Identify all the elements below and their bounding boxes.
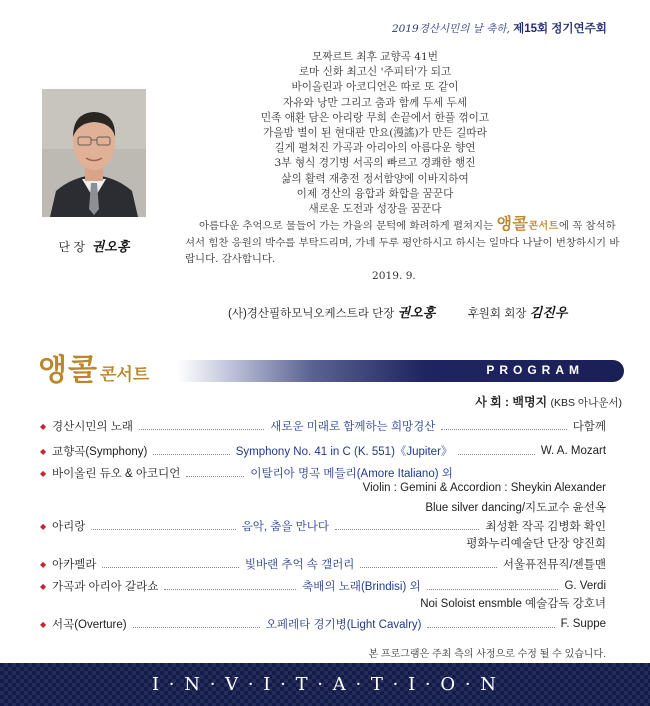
poem-line: 모짜르트 최후 교향곡 41번: [312, 51, 438, 63]
program-row: [40, 577, 606, 595]
org-title: (사)경산필하모닉오케스트라 단장: [228, 308, 395, 320]
performer-detail: Noi Soloist ensmble 예술감독 강호녀: [420, 598, 606, 610]
program-piece: 이탈리아 명곡 메들리(Amore Italiano) 외: [250, 468, 453, 480]
invitation-text: I · N · V · I · T · A · T · I · O · N: [151, 674, 499, 695]
program-label: PROGRAM: [486, 363, 584, 377]
diamond-bullet-icon: ◆: [40, 446, 47, 456]
poem-line: 3부 형식 경기병 서곡의 빠르고 경쾌한 행진: [274, 157, 476, 170]
org-signature: 권오홍: [397, 306, 436, 321]
letter-date: 2019. 9.: [372, 270, 416, 282]
poem-line: 새로운 도전과 성장을 꿈꾼다: [308, 203, 442, 216]
program-performer: 서울퓨전뮤직/젠틀맨: [502, 559, 607, 571]
caption-role: 단 장: [58, 240, 86, 254]
caption-signature: 권오홍: [91, 240, 130, 255]
poem-line: 바이올린과 아코디언은 따로 또 같이: [291, 81, 459, 94]
program-row: [40, 417, 606, 435]
diamond-bullet-icon: ◆: [40, 521, 47, 531]
poem-line: 자유와 낭만 그리고 춤과 함께 두세 두세: [283, 96, 467, 109]
program-performer: G. Verdi: [564, 580, 607, 592]
diamond-bullet-icon: ◆: [40, 559, 47, 569]
diamond-bullet-icon: ◆: [40, 468, 47, 478]
diamond-bullet-icon: ◆: [40, 619, 47, 629]
program-row: [40, 615, 606, 633]
performer-detail: 평화누리예술단 단장 양진희: [466, 538, 606, 550]
portrait-image: [42, 89, 146, 217]
program-title: 아카펠라: [52, 559, 97, 571]
program-piece: 빛바랜 추억 속 갤러리: [244, 559, 355, 571]
program-piece: Symphony No. 41 in C (K. 551)《Jupiter》: [235, 446, 453, 458]
brand-logo-inline: 앵콜콘서트: [496, 214, 559, 233]
program-performer: 다함께: [572, 421, 607, 433]
header-title: 제15회 정기연주회: [513, 23, 607, 35]
performer-detail: Violin : Gemini & Accordion : Sheykin Alexander: [362, 482, 606, 494]
letter-before: 아름다운 추억으로 물들어 가는 가을의 문턱에 화려하게 펼쳐지는: [199, 220, 494, 232]
program-piece: 오페레타 경기병(Light Cavalry): [265, 619, 422, 631]
support-signature: 김진우: [529, 306, 568, 321]
program-title: 아리랑: [52, 521, 86, 533]
program-row: [40, 442, 606, 460]
program-row: [40, 555, 606, 573]
portrait-caption: [42, 236, 146, 255]
host-note: (KBS 아나운서): [550, 397, 622, 409]
header-script-text: 2019경산시민의 날 축하,: [392, 23, 510, 35]
poem-line: 로마 신화 최고신 '주피터'가 되고: [298, 66, 452, 79]
program-title: 가곡과 아리아 갈라쇼: [52, 581, 159, 593]
greeting-poem: [230, 50, 520, 217]
program-row: [40, 517, 606, 535]
poem-line: 이제 경산의 융합과 화합을 꿈꾼다: [296, 187, 454, 200]
poem-line: 길게 펼쳐진 가곡과 아리아의 아름다운 향연: [274, 142, 476, 155]
program-piece: 음악, 춤을 만나다: [241, 521, 329, 533]
host-label: 사 회 : 백명지: [475, 395, 548, 409]
performer-detail: Blue silver dancing/지도교수 윤선옥: [425, 502, 606, 514]
program-footnote: 본 프로그램은 주최 측의 사정으로 수정 될 수 있습니다.: [368, 649, 606, 660]
program-performer: F. Suppe: [560, 618, 607, 630]
signatures: [228, 302, 628, 321]
program-title: 서곡(Overture): [52, 619, 127, 631]
diamond-bullet-icon: ◆: [40, 421, 47, 431]
program-title: 교향곡(Symphony): [52, 446, 148, 458]
program-piece: 축배의 노래(Brindisi) 외: [302, 581, 421, 593]
support-title: 후원회 회장: [467, 308, 527, 320]
invitation-footer: [0, 663, 650, 706]
host-info: [475, 393, 622, 410]
poem-line: 가을밤 별이 된 현대판 만요(漫謠)가 만든 길따라: [263, 127, 487, 140]
letter-after: 에 꼭 참석하셔서 힘찬 응원의 박수를 부탁드리며, 가네 두루 평안하시고 하시는 일마다 나날이 번창하시기 바랍니다. 감사합니다.: [185, 220, 620, 265]
greeting-letter: [185, 216, 620, 267]
program-piece: 새로운 미래로 함께하는 희망경산: [270, 421, 436, 433]
program-title: 경산시민의 노래: [52, 421, 133, 433]
program-title: 바이올린 듀오 & 아코디언: [52, 468, 181, 480]
poem-line: 민족 애환 담은 아리랑 무희 손끝에서 한풀 꺾이고: [260, 111, 490, 124]
concert-header: [392, 20, 642, 36]
conductor-portrait: [42, 89, 146, 217]
diamond-bullet-icon: ◆: [40, 581, 47, 591]
brand-logo: 앵콜 콘서트: [38, 353, 150, 388]
program-performer: W. A. Mozart: [540, 445, 607, 457]
poem-line: 삶의 활력 재충전 정서함양에 이바지하여: [281, 172, 469, 185]
program-row: [40, 464, 480, 482]
program-performer: 최성환 작곡 김병화 확인: [485, 521, 606, 533]
program-banner: [178, 360, 624, 382]
